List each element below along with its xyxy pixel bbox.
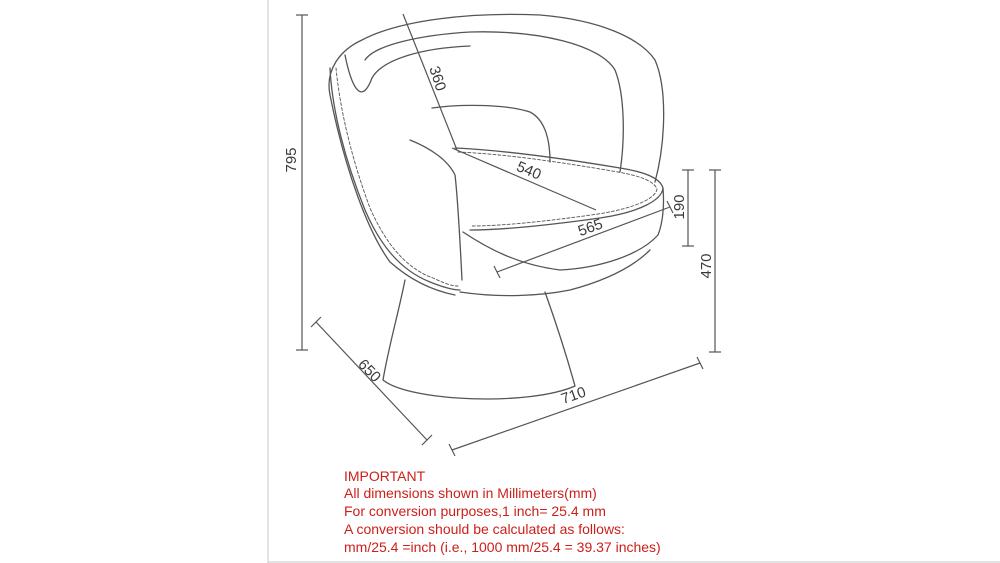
label-overall-depth: 650 [354, 355, 385, 386]
seat-bottom-rim [460, 250, 650, 296]
arm-inner-curve [410, 140, 462, 280]
seat-cushion-top [455, 148, 663, 230]
label-overall-width: 710 [558, 383, 589, 408]
armrest-top-right [432, 105, 550, 162]
label-cushion-height: 190 [671, 194, 688, 220]
label-back-depth: 360 [425, 64, 450, 94]
left-arm-panel [330, 68, 460, 290]
note-line-1: All dimensions shown in Millimeters(mm) [344, 485, 597, 501]
conversion-note [344, 468, 661, 555]
label-seat-depth: 540 [513, 158, 544, 184]
label-seat-height: 470 [698, 253, 715, 279]
note-heading: IMPORTANT [344, 468, 426, 484]
back-shell-outer [329, 14, 664, 295]
note-line-3: A conversion should be calculated as follows: [344, 521, 625, 537]
note-line-4: mm/25.4 =inch (i.e., 1000 mm/25.4 = 39.37 inches) [344, 539, 661, 555]
left-arm-stitch [336, 68, 458, 286]
dim-line-seat-width [497, 207, 670, 272]
pedestal-base [383, 280, 575, 399]
note-line-2: For conversion purposes,1 inch= 25.4 mm [344, 503, 606, 519]
chair-outline [329, 14, 664, 399]
dim-line-overall-width [452, 363, 700, 450]
label-seat-width: 565 [575, 215, 606, 241]
label-overall-height: 795 [283, 147, 300, 173]
back-shell-rim [345, 46, 470, 92]
